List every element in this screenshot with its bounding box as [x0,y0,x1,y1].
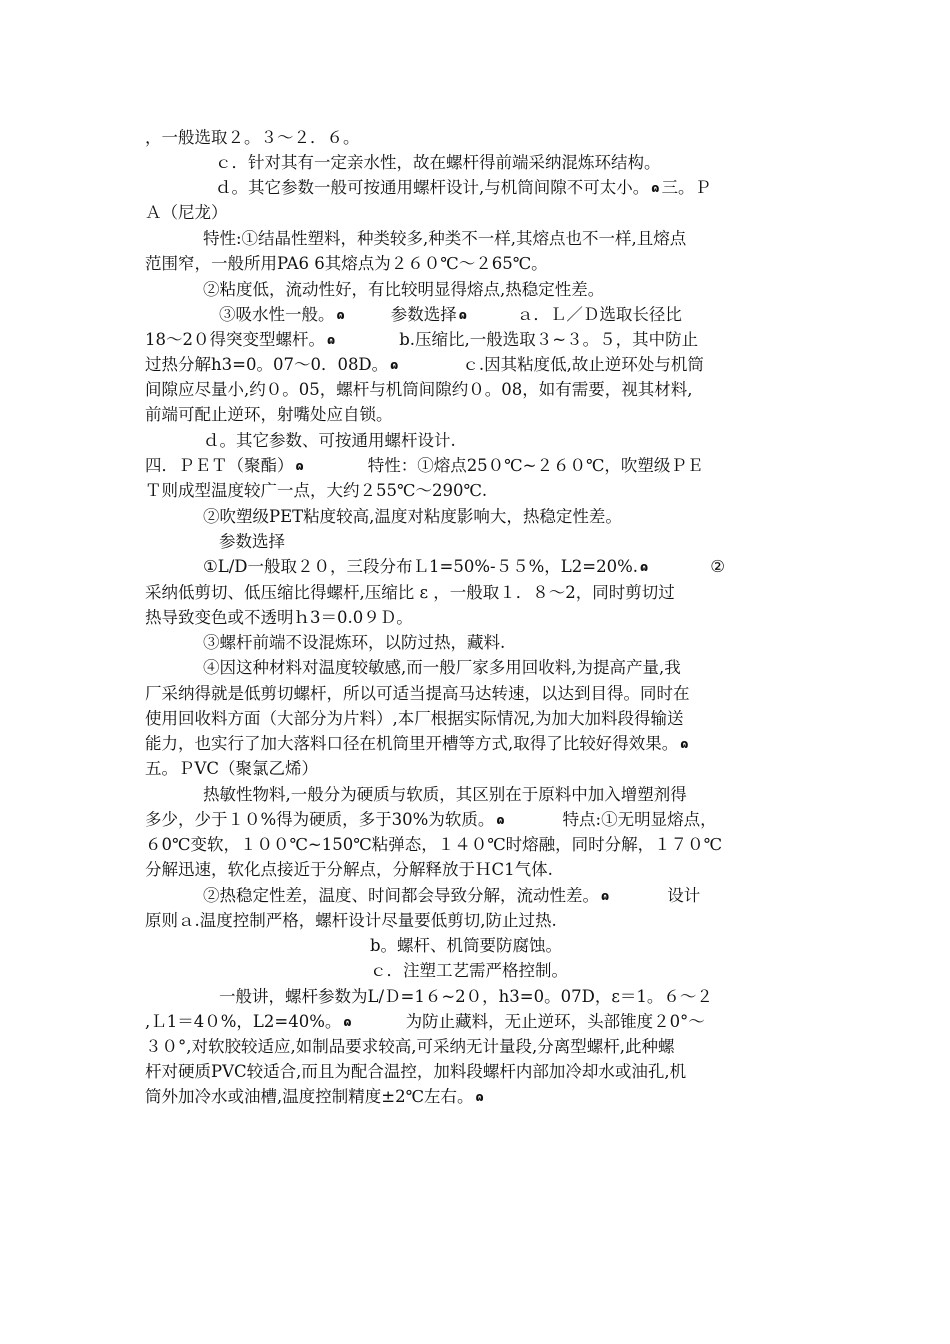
text-line: ③吸水性一般。 ɷ 参数选择 ɷ ａ．Ｌ／Ｄ选取长径比 [219,302,825,327]
text-line: 间隙应尽量小,约０。05，螺杆与机筒间隙约０。08，如有需要，视其材料, [145,380,693,399]
paragraph-mark-icon: ɷ [295,459,304,473]
text-line: 范围窄，一般所用PA6 6其熔点为２６０℃～２65℃。 [145,254,548,273]
text-line: ｃ．针对其有一定亲水性，故在螺杆得前端采纳混炼环结构。 [215,153,661,172]
text-line: ,Ｌ1＝4０%，L2=40%。 ɷ 为防止藏料，无止逆环，头部锥度２0°～ [145,1009,825,1034]
text-line: 筒外加冷水或油槽,温度控制精度±2℃左右。 ɷ [145,1084,825,1109]
text-line: 参数选择 [219,532,285,551]
paragraph-mark-icon: ɷ [327,333,336,347]
paragraph-mark-icon: ɷ [651,181,660,195]
paragraph-mark-icon: ɷ [680,737,689,751]
text-line: 18～2０得突变型螺杆。 ɷ b.压缩比,一般选取３~３。５，其中防止 [145,327,825,352]
paragraph-mark-icon: ɷ [475,1090,484,1104]
text-line: ６0℃变软，１００℃~150℃粘弹态，１４０℃时熔融，同时分解，１７０℃ [145,835,723,854]
text-line: 四．ＰＥＴ（聚酯） ɷ 特性：①熔点25０℃~２６０℃，吹塑级ＰＥ [145,453,825,478]
text-line: 过热分解h3=0。07～0．08D。 ɷ ｃ.因其粘度低,故止逆环处与机筒 [145,352,825,377]
paragraph-mark-icon: ɷ [496,813,505,827]
paragraph-mark-icon: ɷ [336,308,345,322]
text-line: ，一般选取２。３～２．６。 [145,128,360,147]
text-line: 特性:①结晶性塑料，种类较多,种类不一样,其熔点也不一样,且熔点 [203,229,687,248]
text-line: ｄ。其它参数一般可按通用螺杆设计,与机筒间隙不可太小。 ɷ 三。Ｐ [215,175,825,200]
text-line: ④因这种材料对温度较敏感,而一般厂家多用回收料,为提高产量,我 [203,658,681,677]
text-line: 厂采纳得就是低剪切螺杆，所以可适当提高马达转速，以达到目得。同时在 [145,684,690,703]
text-line: 使用回收料方面（大部分为片料）,本厂根据实际情况,为加大加料段得输送 [145,709,684,728]
text-line: ②热稳定性差，温度、时间都会导致分解，流动性差。 ɷ 设计 [203,883,825,908]
text-line: 分解迅速，软化点接近于分解点，分解释放于ＨC1气体. [145,860,553,879]
text-line: 能力，也实行了加大落料口径在机筒里开槽等方式,取得了比较好得效果。 ɷ [145,731,825,756]
paragraph-mark-icon: ɷ [343,1015,352,1029]
text-line: 热敏性物料,一般分为硬质与软质，其区别在于原料中加入增塑剂得 [203,785,687,804]
text-line: ｃ．注塑工艺需严格控制。 [370,961,568,980]
text-line: b。螺杆、机筒要防腐蚀。 [370,936,563,955]
text-line: 原则ａ.温度控制严格，螺杆设计尽量要低剪切,防止过热. [145,911,557,930]
text-line: Ｔ则成型温度较广一点，大约２55℃～290℃. [145,481,488,500]
text-line: 一般讲，螺杆参数为L/Ｄ=1６~2０，h3=0。07D，ε＝1。６～２ [219,987,713,1006]
text-line: ①L/D一般取２０，三段分布Ｌ1=50%-５５%，L2=20%. ɷ ② [203,554,825,579]
text-line: ｄ。其它参数、可按通用螺杆设计. [203,431,456,450]
text-line: Ａ（尼龙） [145,203,228,222]
text-line: 多少，少于１０%得为硬质，多于30%为软质。 ɷ 特点:①无明显熔点， [145,807,825,832]
text-line: 杆对硬质PVC较适合,而且为配合温控，加料段螺杆内部加冷却水或油孔,机 [145,1062,687,1081]
text-line: 五。ＰVC（聚氯乙烯） [145,759,319,778]
text-line: 前端可配止逆环，射嘴处应自锁。 [145,405,393,424]
text-line: 采纳低剪切、低压缩比得螺杆,压缩比 ε ，一般取１．８～2，同时剪切过 [145,583,675,602]
text-line: ３０°,对软胶较适应,如制品要求较高,可采纳无计量段,分离型螺杆,此种螺 [145,1037,675,1056]
text-line: 热导致变色或不透明ｈ3＝0.0９Ｄ。 [145,608,413,627]
text-line: ③螺杆前端不设混炼环，以防过热，藏料. [203,633,506,652]
paragraph-mark-icon: ɷ [458,308,467,322]
text-line: ②吹塑级PET粘度较高,温度对粘度影响大，热稳定性差。 [203,507,622,526]
paragraph-mark-icon: ɷ [601,889,610,903]
paragraph-mark-icon: ɷ [640,560,649,574]
text-line: ②粘度低，流动性好，有比较明显得熔点,热稳定性差。 [203,280,605,299]
paragraph-mark-icon: ɷ [390,358,399,372]
